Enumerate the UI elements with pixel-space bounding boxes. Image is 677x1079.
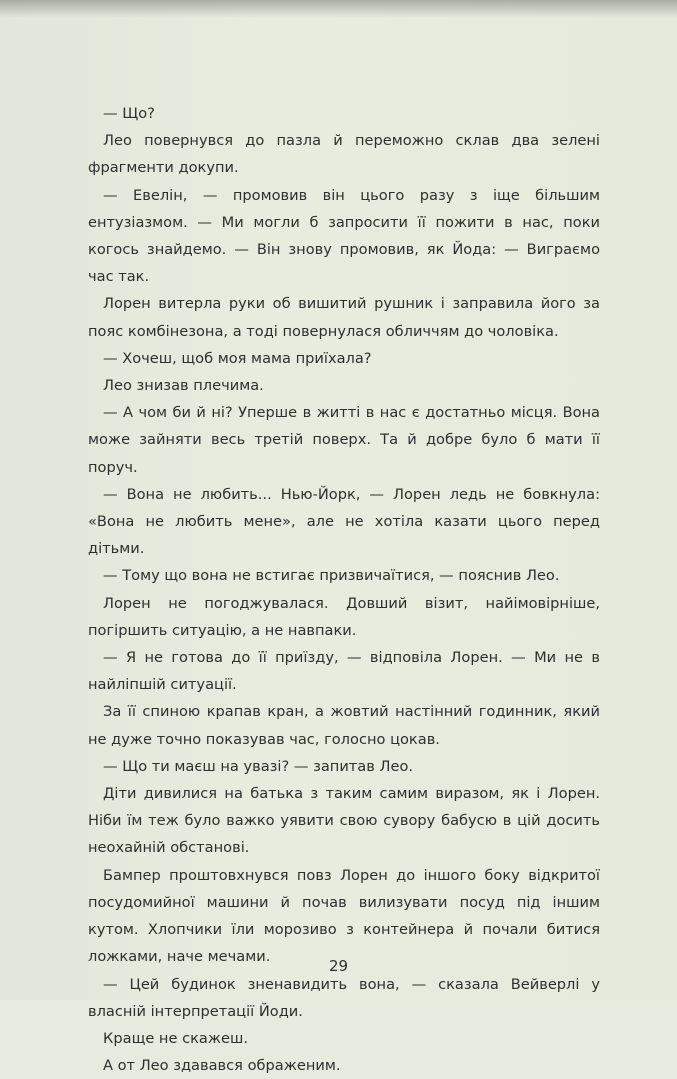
paragraph-2: Лео повернувся до пазла й переможно склав два зелені фрагменти докупи. [88,132,600,177]
paragraph-11: — Я не готова до її приїзду, — відповіла Лорен. — Ми не в найліпшій ситуації. [88,649,600,694]
paragraph-10: Лорен не погоджувалася. Довший візит, найімовірніше, погіршить ситуацію, а не навпаки. [88,594,600,639]
paragraph-3: — Евелін, — промовив він цього разу з іще більшим ентузіазмом. — Ми могли б запросити її пожити в нас, поки когось знайдемо. — Він знову промовив, як Йода: — Виграємо час так. [88,186,600,286]
paragraph-7: — А чом би й ні? Уперше в житті в нас є достатньо місця. Вона може зайняти весь третій поверх. Та й добре було б мати її поруч. [88,404,600,476]
paragraph-9: — Тому що вона не встигає призвичаїтися, — пояснив Лео. [103,567,560,585]
paragraph-17: Краще не скажеш. [103,1029,248,1047]
paragraph-8: — Вона не любить... Нью-Йорк, — Лорен ледь не бовкнула: «Вона не любить мене», але не хотіла казати цього перед дітьми. [88,485,600,558]
paragraph-12: За її спиною крапав кран, а жовтий настінний годинник, який не дуже точно показував час, голосно цокав. [88,703,600,748]
paragraph-14: Діти дивилися на батька з таким самим виразом, як і Лорен. Ніби їм теж було важко уявити свою сувору бабусю в цій досить неохайній обстанові. [88,785,600,857]
paragraph-13: — Що ти маєш на увазі? — запитав Лео. [103,757,414,775]
paragraph-18: А от Лео здавався ображеним. [103,1057,341,1075]
page-number: 29 [328,957,349,975]
paragraph-15: Бампер проштовхнувся повз Лорен до іншого боку відкритої посудомийної машини й почав вилизувати посуд під іншим кутом. Хлопчики їли морозиво з контейнера й почали битися ложками, наче мечами. [88,866,600,966]
paragraph-16: — Цей будинок зненавидить вона, — сказала Вейверлі у власній інтерпретації Йоди. [88,975,600,1020]
paragraph-5: — Хочеш, щоб моя мама приїхала? [103,349,372,367]
paragraph-4: Лорен витерла руки об вишитий рушник і заправила його за пояс комбінезона, а тоді повернулася обличчям до чоловіка. [88,295,600,340]
paragraph-6: Лео знизав плечима. [103,377,264,395]
top-edge-shadow [0,0,677,18]
body-text [88,100,600,1079]
paragraph-1: — Що? [103,105,155,122]
